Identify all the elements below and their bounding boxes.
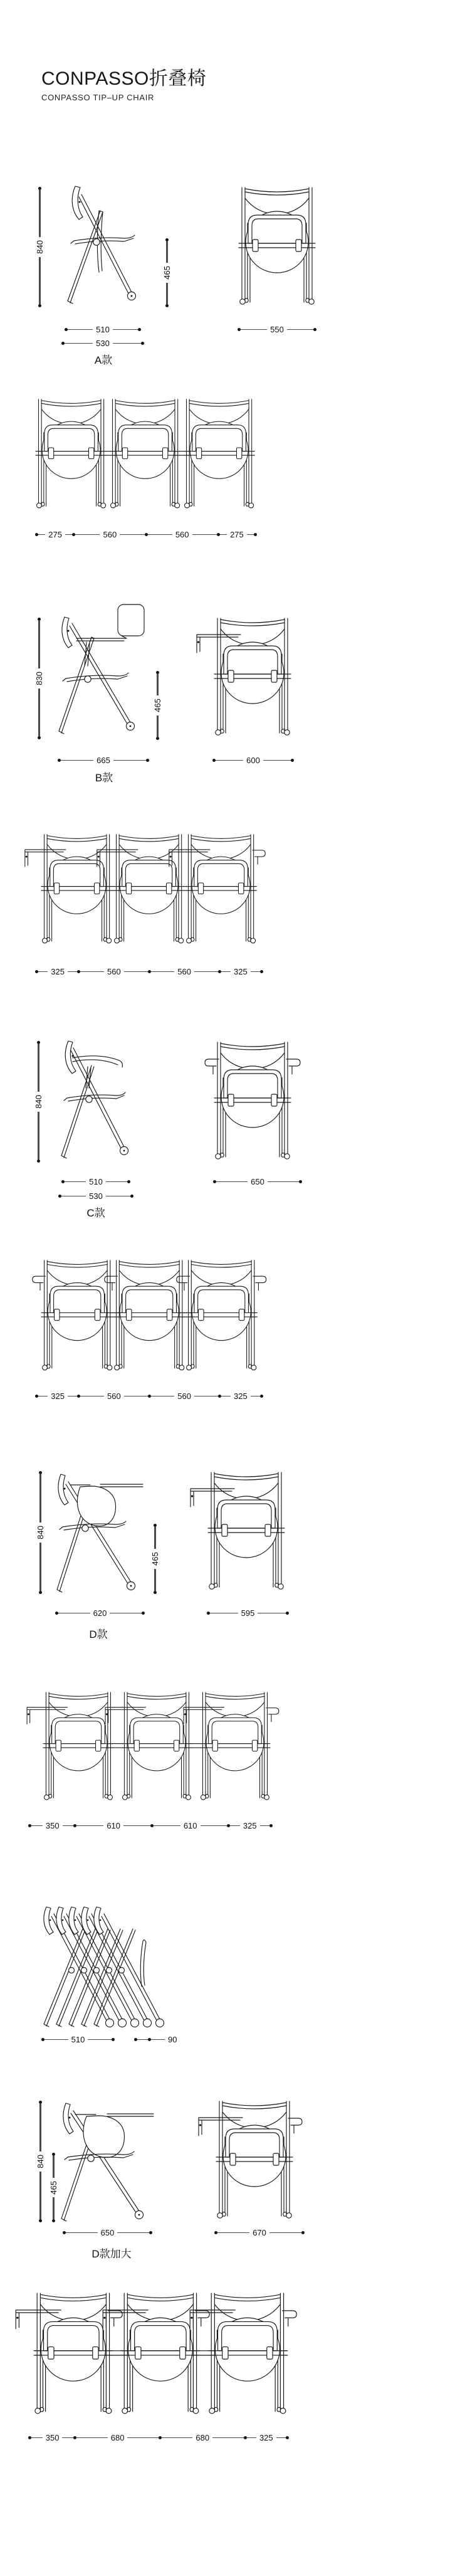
- dim-value: 325: [243, 1820, 257, 1830]
- dim-d-front-width: [207, 1608, 289, 1617]
- dim-dl-front-width: [214, 2228, 305, 2237]
- dim-value: 560: [177, 1391, 191, 1401]
- model-d-large-label: D款加大: [91, 2248, 132, 2260]
- dim-value: 560: [107, 1391, 121, 1401]
- dim-c-overall-width: [58, 1191, 133, 1200]
- dim-value: 465: [150, 1552, 160, 1566]
- dim-value: 510: [89, 1176, 103, 1186]
- dim-value: 465: [162, 266, 172, 280]
- dim-value: 325: [234, 1391, 248, 1401]
- dim-value: 350: [45, 1820, 60, 1830]
- dim-dl-row-spacing: [28, 2433, 289, 2442]
- dim-d-depth: [55, 1608, 145, 1617]
- dim-value: 840: [35, 1526, 45, 1539]
- model-b-front-view-drawing: [196, 616, 296, 738]
- header: [41, 63, 206, 102]
- dim-value: 680: [196, 2432, 210, 2442]
- model-a-row-drawing: [34, 393, 257, 515]
- dim-value: 680: [110, 2432, 125, 2442]
- model-d-front-view-drawing: [189, 1470, 290, 1592]
- model-c-front-view-drawing: [203, 1040, 302, 1162]
- dim-dl-depth: [63, 2228, 152, 2237]
- model-d-large-front-view-drawing: [196, 2099, 304, 2221]
- dim-value: 620: [93, 1608, 107, 1618]
- dim-value: 560: [107, 966, 121, 976]
- dim-b-depth: [58, 756, 149, 764]
- dim-a-row-spacing: [35, 530, 257, 539]
- dim-dl-seat-height: [48, 2153, 58, 2222]
- dim-c-overall-height: [33, 1041, 43, 1163]
- model-c-side-view-drawing: [58, 1039, 133, 1162]
- dim-d-seat-height: [150, 1524, 160, 1594]
- dim-c-row-spacing: [35, 1391, 263, 1400]
- page-subtitle: CONPASSO TIP–UP CHAIR: [41, 93, 155, 102]
- dim-d-overall-height: [35, 1471, 45, 1594]
- dim-c-front-width: [213, 1177, 302, 1186]
- dim-value: 350: [45, 2432, 60, 2442]
- dim-value: 530: [96, 338, 110, 348]
- model-c-row-drawing: [24, 1252, 274, 1376]
- dim-value: 275: [230, 529, 244, 539]
- model-d-side-view-drawing: [54, 1469, 144, 1593]
- model-d-row-drawing: [24, 1684, 278, 1808]
- model-d-large-row-drawing: [14, 2290, 293, 2418]
- dim-a-overall-width: [61, 339, 144, 347]
- dim-value: 840: [35, 2155, 45, 2168]
- dim-value: 325: [259, 2432, 273, 2442]
- dim-value: 670: [253, 2227, 266, 2237]
- model-c-label: C款: [86, 1207, 105, 1219]
- dim-stacked-depth: [41, 2035, 115, 2044]
- dim-a-overall-height: [34, 187, 44, 307]
- dim-value: 90: [168, 2034, 177, 2044]
- dim-value: 325: [51, 1391, 65, 1401]
- dim-c-seat-width: [61, 1177, 130, 1186]
- dim-value: 610: [183, 1820, 197, 1830]
- dim-b-front-width: [212, 756, 294, 764]
- dim-value: 275: [48, 529, 62, 539]
- model-b-label: B款: [95, 772, 113, 784]
- dim-value: 840: [33, 1095, 43, 1109]
- dim-a-seat-height: [162, 238, 172, 307]
- dim-value: 510: [96, 324, 110, 334]
- model-b-side-view-drawing: [55, 603, 148, 739]
- page-title: CONPASSO折叠椅: [41, 68, 207, 89]
- dim-a-seat-width: [65, 325, 141, 334]
- dim-value: 840: [34, 240, 44, 254]
- dim-value: 530: [89, 1191, 103, 1201]
- dim-b-seat-height: [152, 671, 162, 740]
- dim-value: 610: [107, 1820, 121, 1830]
- dim-d-row-spacing: [28, 1821, 273, 1830]
- dim-b-overall-height: [34, 618, 44, 739]
- dim-value: 665: [97, 755, 110, 765]
- model-d-label: D款: [89, 1628, 108, 1640]
- dim-value: 325: [234, 966, 248, 976]
- model-b-row-drawing: [24, 826, 274, 951]
- model-a-front-view-drawing: [236, 186, 318, 307]
- dim-value: 595: [241, 1608, 255, 1618]
- dim-value: 650: [100, 2227, 115, 2237]
- dim-value: 510: [71, 2034, 85, 2044]
- dim-stacked-pitch: [134, 2035, 180, 2044]
- model-a-label: A款: [94, 354, 113, 366]
- dim-value: 325: [51, 966, 65, 976]
- dim-dl-overall-height: [35, 2101, 45, 2222]
- dim-value: 465: [152, 699, 162, 712]
- model-a-side-view-drawing: [63, 184, 142, 307]
- dim-value: 560: [175, 529, 189, 539]
- dim-value: 550: [270, 324, 284, 334]
- dim-value: 650: [251, 1176, 264, 1186]
- dim-b-row-spacing: [35, 967, 263, 976]
- model-d-large-side-view-drawing: [58, 2098, 155, 2222]
- dim-value: 830: [34, 672, 44, 685]
- stacked-chairs-drawing: [39, 1905, 165, 2028]
- dim-value: 560: [103, 529, 117, 539]
- dim-value: 560: [177, 966, 191, 976]
- dim-value: 465: [48, 2180, 58, 2195]
- dim-value: 600: [246, 755, 260, 765]
- dim-a-front-width: [238, 325, 316, 334]
